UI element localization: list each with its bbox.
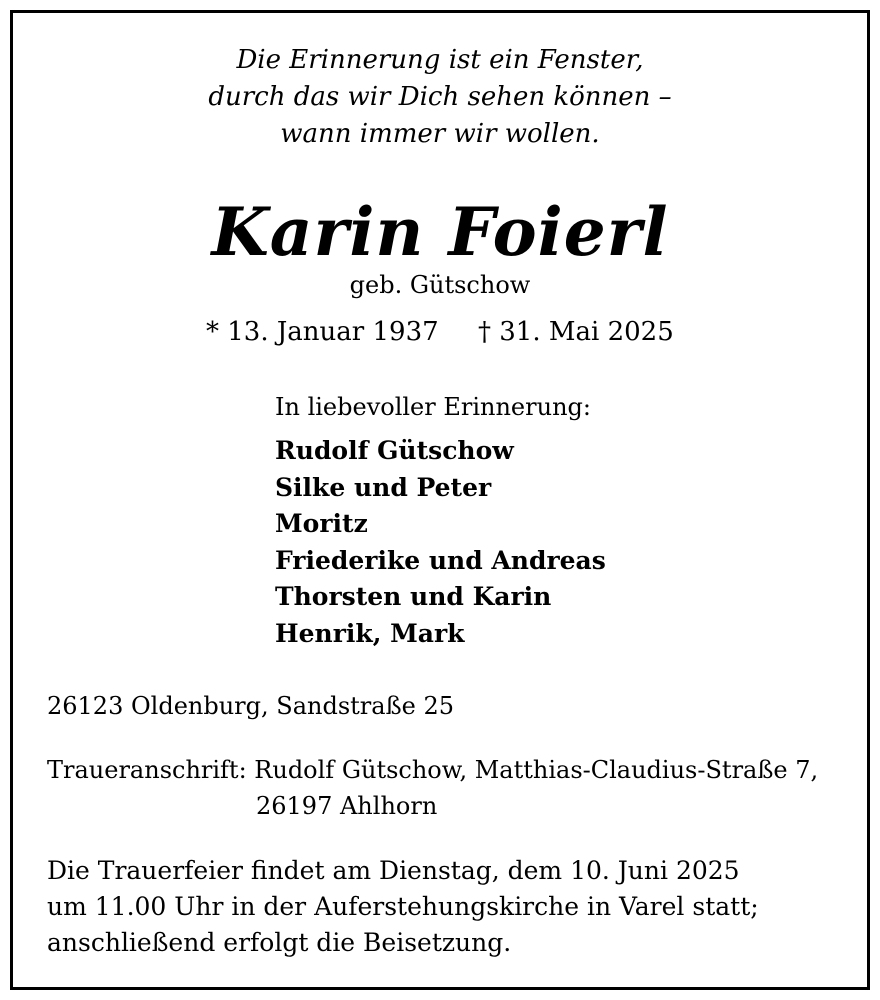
- funeral-line: um 11.00 Uhr in der Auferstehungskirche in Varel statt;: [47, 892, 759, 921]
- mourners-list: [275, 433, 606, 652]
- death-date: † 31. Mai 2025: [478, 317, 674, 347]
- funeral-line: anschließend erfolgt die Beisetzung.: [47, 928, 512, 957]
- residence-address: 26123 Oldenburg, Sandstraße 25: [47, 692, 454, 720]
- maiden-name: geb. Gütschow: [349, 271, 531, 299]
- mourner-name: Henrik, Mark: [275, 618, 465, 648]
- mourner-name: Moritz: [275, 509, 368, 538]
- condolence-address-line2: 26197 Ahlhorn: [256, 792, 438, 820]
- mourner-name: Friederike und Andreas: [275, 545, 606, 575]
- mourner-name: Rudolf Gütschow: [275, 436, 514, 465]
- funeral-info: [47, 853, 759, 961]
- birth-date: * 13. Januar 1937: [206, 317, 439, 347]
- condolence-address-line1: Traueranschrift: Rudolf Gütschow, Matthias-Claudius-Straße 7,: [47, 756, 819, 784]
- quote-line: durch das wir Dich sehen können –: [208, 82, 672, 112]
- deceased-name: Karin Foierl: [211, 193, 669, 271]
- quote-line: Die Erinnerung ist ein Fenster,: [236, 45, 644, 75]
- memorial-quote: [0, 42, 880, 153]
- quote-line: wann immer wir wollen.: [280, 119, 600, 149]
- mourner-name: Silke und Peter: [275, 472, 492, 502]
- funeral-line: Die Trauerfeier findet am Dienstag, dem 10. Juni 2025: [47, 856, 740, 885]
- mourner-name: Thorsten und Karin: [275, 582, 552, 611]
- mourning-intro: In liebevoller Erinnerung:: [275, 393, 591, 421]
